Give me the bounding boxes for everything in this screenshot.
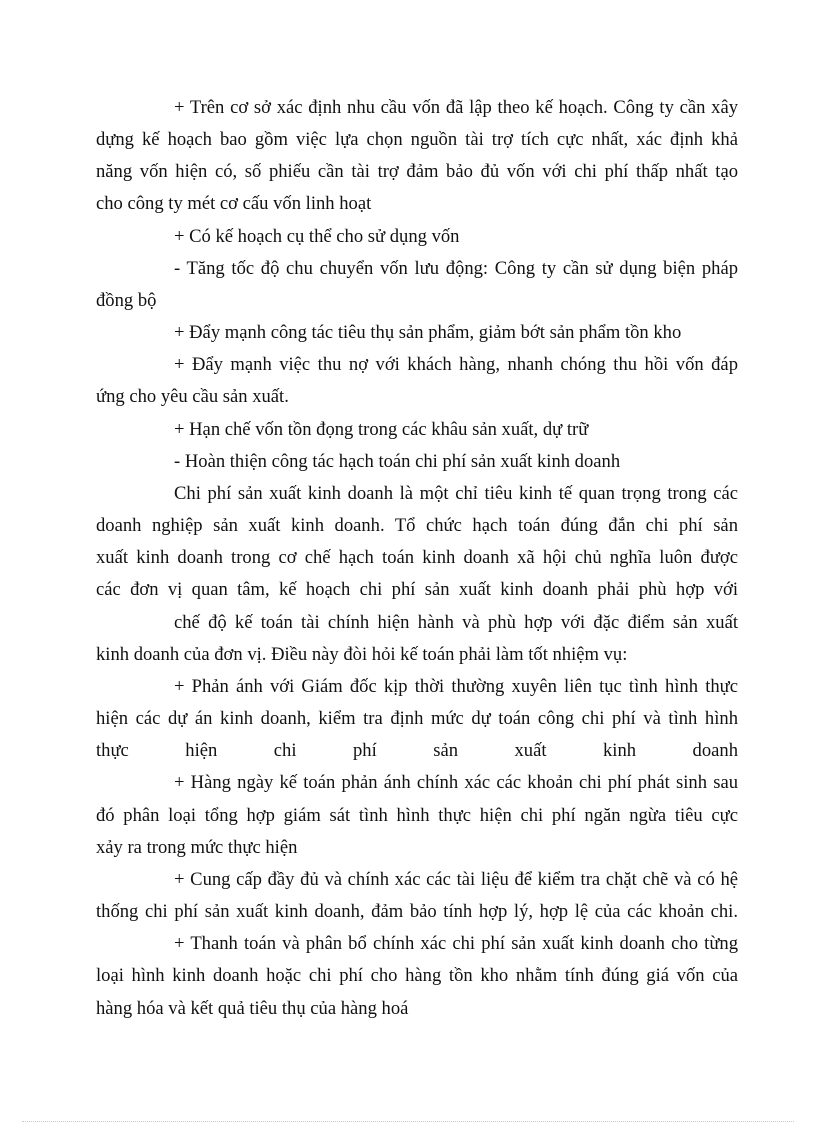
- text-line-27: + Thanh toán và phân bổ chính xác chi phí sản xuất kinh doanh cho từng: [174, 933, 738, 954]
- text-line-17: chế độ kế toán tài chính hiện hành và phù hợp với đặc điểm sản xuất: [174, 612, 738, 633]
- text-line-24: xảy ra trong mức thực hiện: [96, 837, 298, 858]
- text-line-23: đó phân loại tổng hợp giám sát tình hình thực hiện chi phí ngăn ngừa tiêu cực: [96, 805, 738, 826]
- text-line-11: + Hạn chế vốn tồn đọng trong các khâu sản xuất, dự trữ: [174, 419, 589, 440]
- text-line-29: hàng hóa và kết quả tiêu thụ của hàng hoá: [96, 998, 409, 1019]
- text-line-25: + Cung cấp đầy đủ và chính xác các tài liệu để kiểm tra chặt chẽ và có hệ: [174, 869, 738, 890]
- text-line-4: cho công ty mét cơ cấu vốn linh hoạt: [96, 193, 372, 214]
- text-line-20: hiện các dự án kinh doanh, kiểm tra định mức dự toán công chi phí và tình hình: [96, 708, 738, 729]
- text-line-2: dựng kế hoạch bao gồm việc lựa chọn nguồn tài trợ tích cực nhất, xác định khả: [96, 129, 738, 150]
- text-line-26: thống chi phí sản xuất kinh doanh, đảm bảo tính hợp lý, hợp lệ của các khoản chi.: [96, 901, 738, 922]
- text-line-10: ứng cho yêu cầu sản xuất.: [96, 386, 289, 407]
- text-line-16: các đơn vị quan tâm, kế hoạch chi phí sản xuất kinh doanh phải phù hợp với: [96, 579, 738, 600]
- text-line-9: + Đẩy mạnh việc thu nợ với khách hàng, nhanh chóng thu hồi vốn đáp: [174, 354, 738, 375]
- text-line-5: + Có kế hoạch cụ thể cho sử dụng vốn: [174, 226, 460, 247]
- text-line-3: năng vốn hiện có, số phiếu cần tài trợ đảm bảo đủ vốn với chi phí thấp nhất tạo: [96, 161, 738, 182]
- text-line-18: kinh doanh của đơn vị. Điều này đòi hỏi kế toán phải làm tốt nhiệm vụ:: [96, 644, 628, 665]
- text-line-19: + Phản ánh với Giám đốc kịp thời thường xuyên liên tục tình hình thực: [174, 676, 738, 697]
- text-line-21: thực hiện chi phí sản xuất kinh doanh: [96, 740, 738, 761]
- text-line-12: - Hoàn thiện công tác hạch toán chi phí sản xuất kinh doanh: [174, 451, 621, 472]
- text-line-13: Chi phí sản xuất kinh doanh là một chỉ tiêu kinh tế quan trọng trong các: [174, 483, 738, 504]
- text-line-22: + Hàng ngày kế toán phản ánh chính xác các khoản chi phí phát sinh sau: [174, 772, 738, 793]
- text-line-28: loại hình kinh doanh hoặc chi phí cho hàng tồn kho nhằm tính đúng giá vốn của: [96, 965, 738, 986]
- page-bottom-border: [22, 1121, 794, 1122]
- text-line-15: xuất kinh doanh trong cơ chế hạch toán kinh doanh xã hội chủ nghĩa luôn được: [96, 547, 738, 568]
- text-line-7: đồng bộ: [96, 290, 157, 311]
- text-line-6: - Tăng tốc độ chu chuyển vốn lưu động: Công ty cần sử dụng biện pháp: [174, 258, 738, 279]
- text-line-14: doanh nghiệp sản xuất kinh doanh. Tổ chức hạch toán đúng đắn chi phí sản: [96, 515, 738, 536]
- text-line-8: + Đẩy mạnh công tác tiêu thụ sản phẩm, giảm bớt sản phẩm tồn kho: [174, 322, 682, 343]
- text-line-1: + Trên cơ sở xác định nhu cầu vốn đã lập theo kế hoạch. Công ty cần xây: [174, 97, 738, 118]
